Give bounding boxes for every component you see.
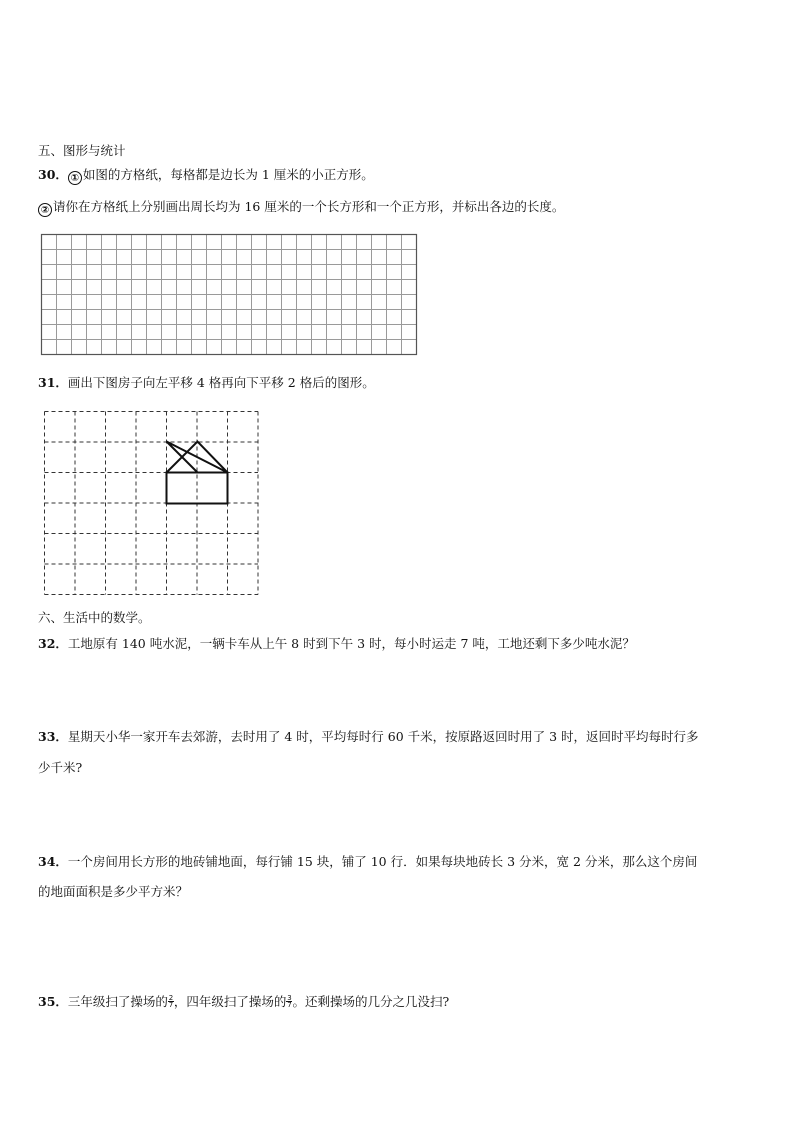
question-text: 。还剩操场的几分之几没扫? — [292, 994, 450, 1009]
question-33-line2: 少千米? — [38, 760, 83, 775]
question-number: 32． — [38, 636, 68, 651]
dashed-grid-with-house[interactable] — [44, 411, 260, 597]
question-number: 35． — [38, 994, 68, 1009]
question-34-line1 — [38, 853, 697, 871]
step-1-marker: ① — [68, 171, 82, 185]
question-30-line1 — [38, 166, 374, 185]
question-text: 三年级扫了操场的 — [67, 994, 168, 1009]
step-2-marker: ② — [38, 203, 52, 217]
question-33-line1 — [38, 728, 699, 746]
house-shape — [167, 442, 228, 504]
fraction-two-sevenths: $\frac{2}{7}$ — [168, 994, 174, 1009]
square-grid-paper[interactable] — [40, 233, 420, 357]
question-number: 30． — [38, 167, 68, 182]
question-text: 一个房间用长方形的地砖铺地面，每行铺 15 块，铺了 10 行．如果每块地砖长 3 分米，宽 2 分米，那么这个房间 — [67, 854, 698, 869]
question-number: 34． — [38, 854, 68, 869]
question-text: 画出下图房子向左平移 4 格再向下平移 2 格后的图形。 — [67, 375, 375, 390]
question-text: 星期天小华一家开车去郊游，去时用了 4 时，平均每时行 60 千米，按原路返回时用了 3 时，返回时平均每时行多 — [67, 729, 699, 744]
question-32 — [38, 635, 635, 653]
question-31 — [38, 374, 375, 392]
question-text: 请你在方格纸上分别画出周长均为 16 厘米的一个长方形和一个正方形，并标出各边的长度。 — [53, 199, 565, 214]
question-number: 31． — [38, 375, 68, 390]
question-30-line2 — [38, 198, 564, 217]
question-text: 工地原有 140 吨水泥，一辆卡车从上午 8 时到下午 3 时，每小时运走 7 吨，工地还剩下多少吨水泥？ — [67, 636, 635, 651]
question-text: ，四年级扫了操场的 — [173, 994, 287, 1009]
question-35 — [38, 993, 449, 1011]
question-number: 33． — [38, 729, 68, 744]
question-text: 如图的方格纸，每格都是边长为 1 厘米的小正方形。 — [82, 167, 374, 182]
section-title-5: 五、图形与统计 — [38, 143, 126, 158]
question-34-line2: 的地面面积是多少平方米？ — [38, 884, 189, 899]
section-title-6: 六、生活中的数学。 — [38, 610, 151, 625]
fraction-three-sevenths: $\frac{3}{7}$ — [287, 994, 292, 1009]
